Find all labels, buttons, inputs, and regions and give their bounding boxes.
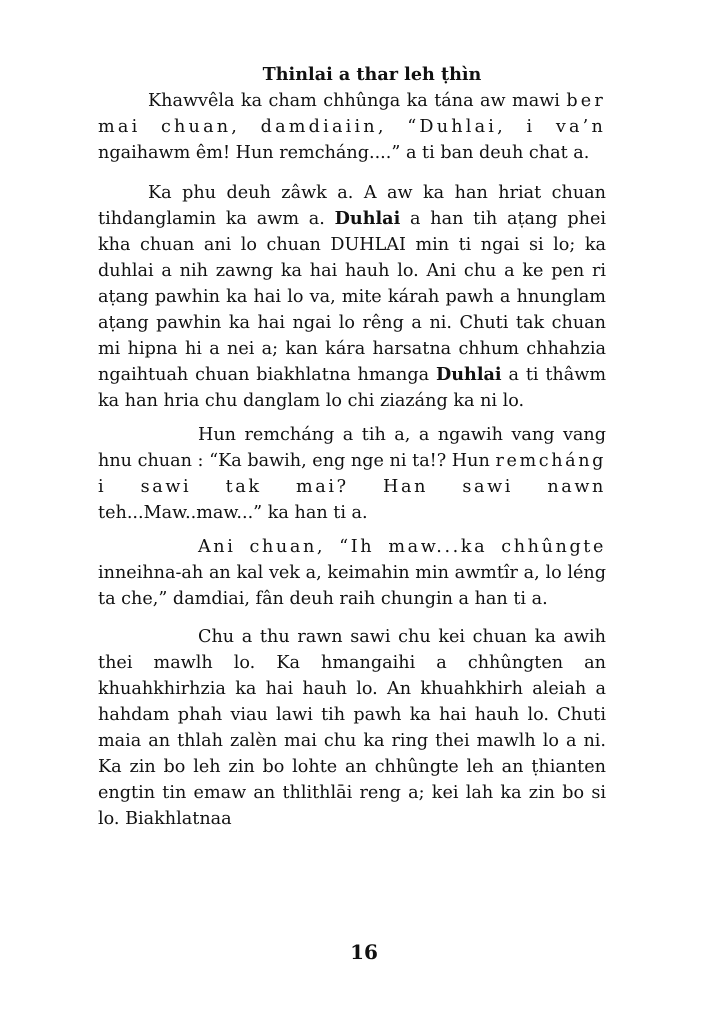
p1-line-1: Khawvêla ka cham chhûnga ka tána aw mawi — [148, 91, 560, 111]
paragraph-5: Chu a thu rawn sawi chu kei chuan ka awih thei mawlh lo. Ka hmangaihi a chhûngten an khuahkhirhzia ka hai hauh lo. An khuahkhirh aleiah a hahdam phah viau lawi tih pawh ka hai hauh lo. Chuti maia an thlah zalèn mai chu ka ring thei mawlh lo a ni. Ka zin bo leh zin bo lohte an chhûngte leh an ṭhianten engtin tin emaw an thlithlāi reng a; kei lah ka zin bo si lo. Biakhlatnaa — [98, 627, 606, 829]
paragraph-2 — [98, 180, 606, 414]
paragraph-3 — [98, 422, 606, 526]
paragraph-1 — [98, 88, 606, 166]
p4-line-2: inneihna-ah an kal vek a, keimahin min awmtîr a, lo léng ta che,” damdiai, fân deuh raih chungin a han ti a. — [98, 563, 606, 609]
p4-line-1: Ani chuan, “Ih maw...ka chhûngte — [198, 537, 606, 557]
p2-text-a: Ka phu deuh zâwk a. A aw ka han hriat chuan tihdanglamin ka awm a. — [98, 183, 606, 229]
page-body — [98, 62, 606, 832]
p2-text-d: a ti thâwm ka han hria chu danglam lo chi ziazáng ka ni lo. — [98, 365, 607, 411]
p1-line-2: ber mai chuan, damdiaiin, “Duhlai, i va’n — [98, 91, 607, 137]
p2-bold-2: Duhlai — [436, 364, 502, 385]
page-number: 16 — [350, 940, 378, 964]
page-title: Thinlai a thar leh ṭhìn — [262, 64, 482, 85]
p2-text-c: a han tih aṭang phei kha chuan ani lo chuan DUHLAI min ti ngai si lo; ka duhlai a nih zawng ka hai hauh lo. Ani chu a ke pen ri aṭang pawhin ka hai lo va, mite kárah pawh a hnunglam aṭang pawhin ka hai ngai lo rêng a ni. Chuti tak chuan mi hipna hi a nei a; kan kára harsatna chhum chhahzia ngaihtuah chuan biakhlatna hmanga — [98, 209, 606, 385]
paragraph-4 — [98, 534, 606, 612]
p2-bold-1: Duhlai — [334, 208, 401, 229]
p1-line-3: ngaihawm êm! Hun remcháng....” a ti ban deuh chat a. — [98, 143, 590, 163]
p3-line-1: Hun remcháng a tih a, a ngawih vang vang hnu chuan : “Ka bawih, eng nge ni ta!? Hun — [98, 425, 606, 471]
p3-line-3: teh...Maw..maw...” ka han ti a. — [98, 503, 368, 523]
p3-line-2: remcháng i sawi tak mai? Han sawi nawn — [98, 451, 607, 497]
